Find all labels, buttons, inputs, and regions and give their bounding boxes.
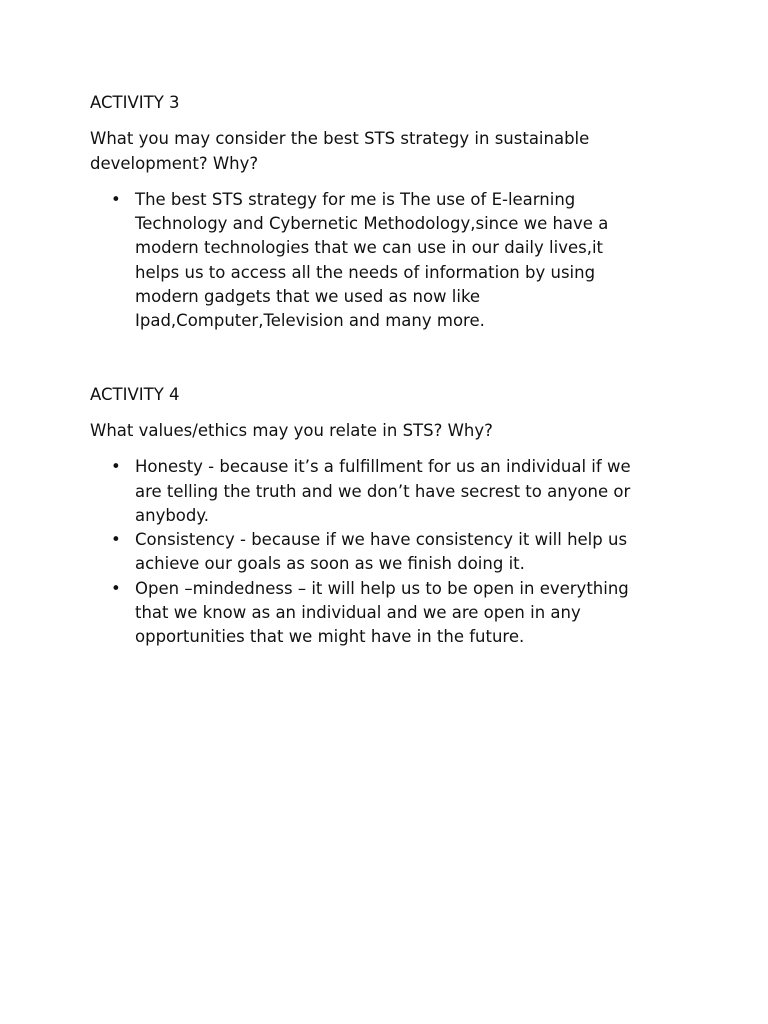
activity-3-heading: ACTIVITY 3 (90, 93, 180, 112)
answer-line: Ipad,Computer,Television and many more. (135, 311, 485, 331)
bullet-icon: • (111, 530, 121, 550)
document-page (90, 91, 690, 650)
answer-line: modern gadgets that we used as now like (135, 287, 481, 307)
answer-line: are telling the truth and we don’t have secrest to anyone or (135, 481, 631, 501)
answer-line: modern technologies that we can use in our daily lives,it (135, 238, 604, 258)
question-line: development? Why? (90, 153, 259, 173)
answer-line: Technology and Cybernetic Methodology,since we have a (135, 214, 609, 234)
answer-line: Consistency - because if we have consistency it will help us (135, 530, 628, 550)
activity-3-section (90, 91, 690, 334)
activity-4-section (90, 383, 690, 650)
activity-3-answer-list (90, 188, 690, 334)
question-line: What values/ethics may you relate in STS? Why? (90, 420, 493, 440)
answer-line: achieve our goals as soon as we finish doing it. (135, 554, 525, 574)
activity-3-question (90, 127, 690, 176)
list-item (90, 188, 690, 334)
list-item (90, 577, 690, 650)
activity-4-answer-list (90, 455, 690, 649)
answer-line: anybody. (135, 505, 210, 525)
answer-line: opportunities that we might have in the future. (135, 627, 525, 647)
answer-line: helps us to access all the needs of information by using (135, 262, 596, 282)
activity-4-question (90, 419, 690, 443)
bullet-icon: • (111, 578, 121, 598)
question-line: What you may consider the best STS strategy in sustainable (90, 129, 590, 149)
activity-4-heading: ACTIVITY 4 (90, 384, 180, 404)
list-item (90, 455, 690, 528)
list-item (90, 528, 690, 577)
bullet-icon: • (111, 189, 121, 209)
bullet-icon: • (111, 457, 121, 477)
answer-line: that we know as an individual and we are open in any (135, 603, 581, 623)
answer-line: Honesty - because it’s a fulfillment for us an individual if we (135, 457, 631, 477)
answer-line: Open –mindedness – it will help us to be open in everything (135, 578, 629, 598)
section-spacer (90, 334, 690, 383)
answer-line: The best STS strategy for me is The use of E-learning (135, 189, 576, 209)
